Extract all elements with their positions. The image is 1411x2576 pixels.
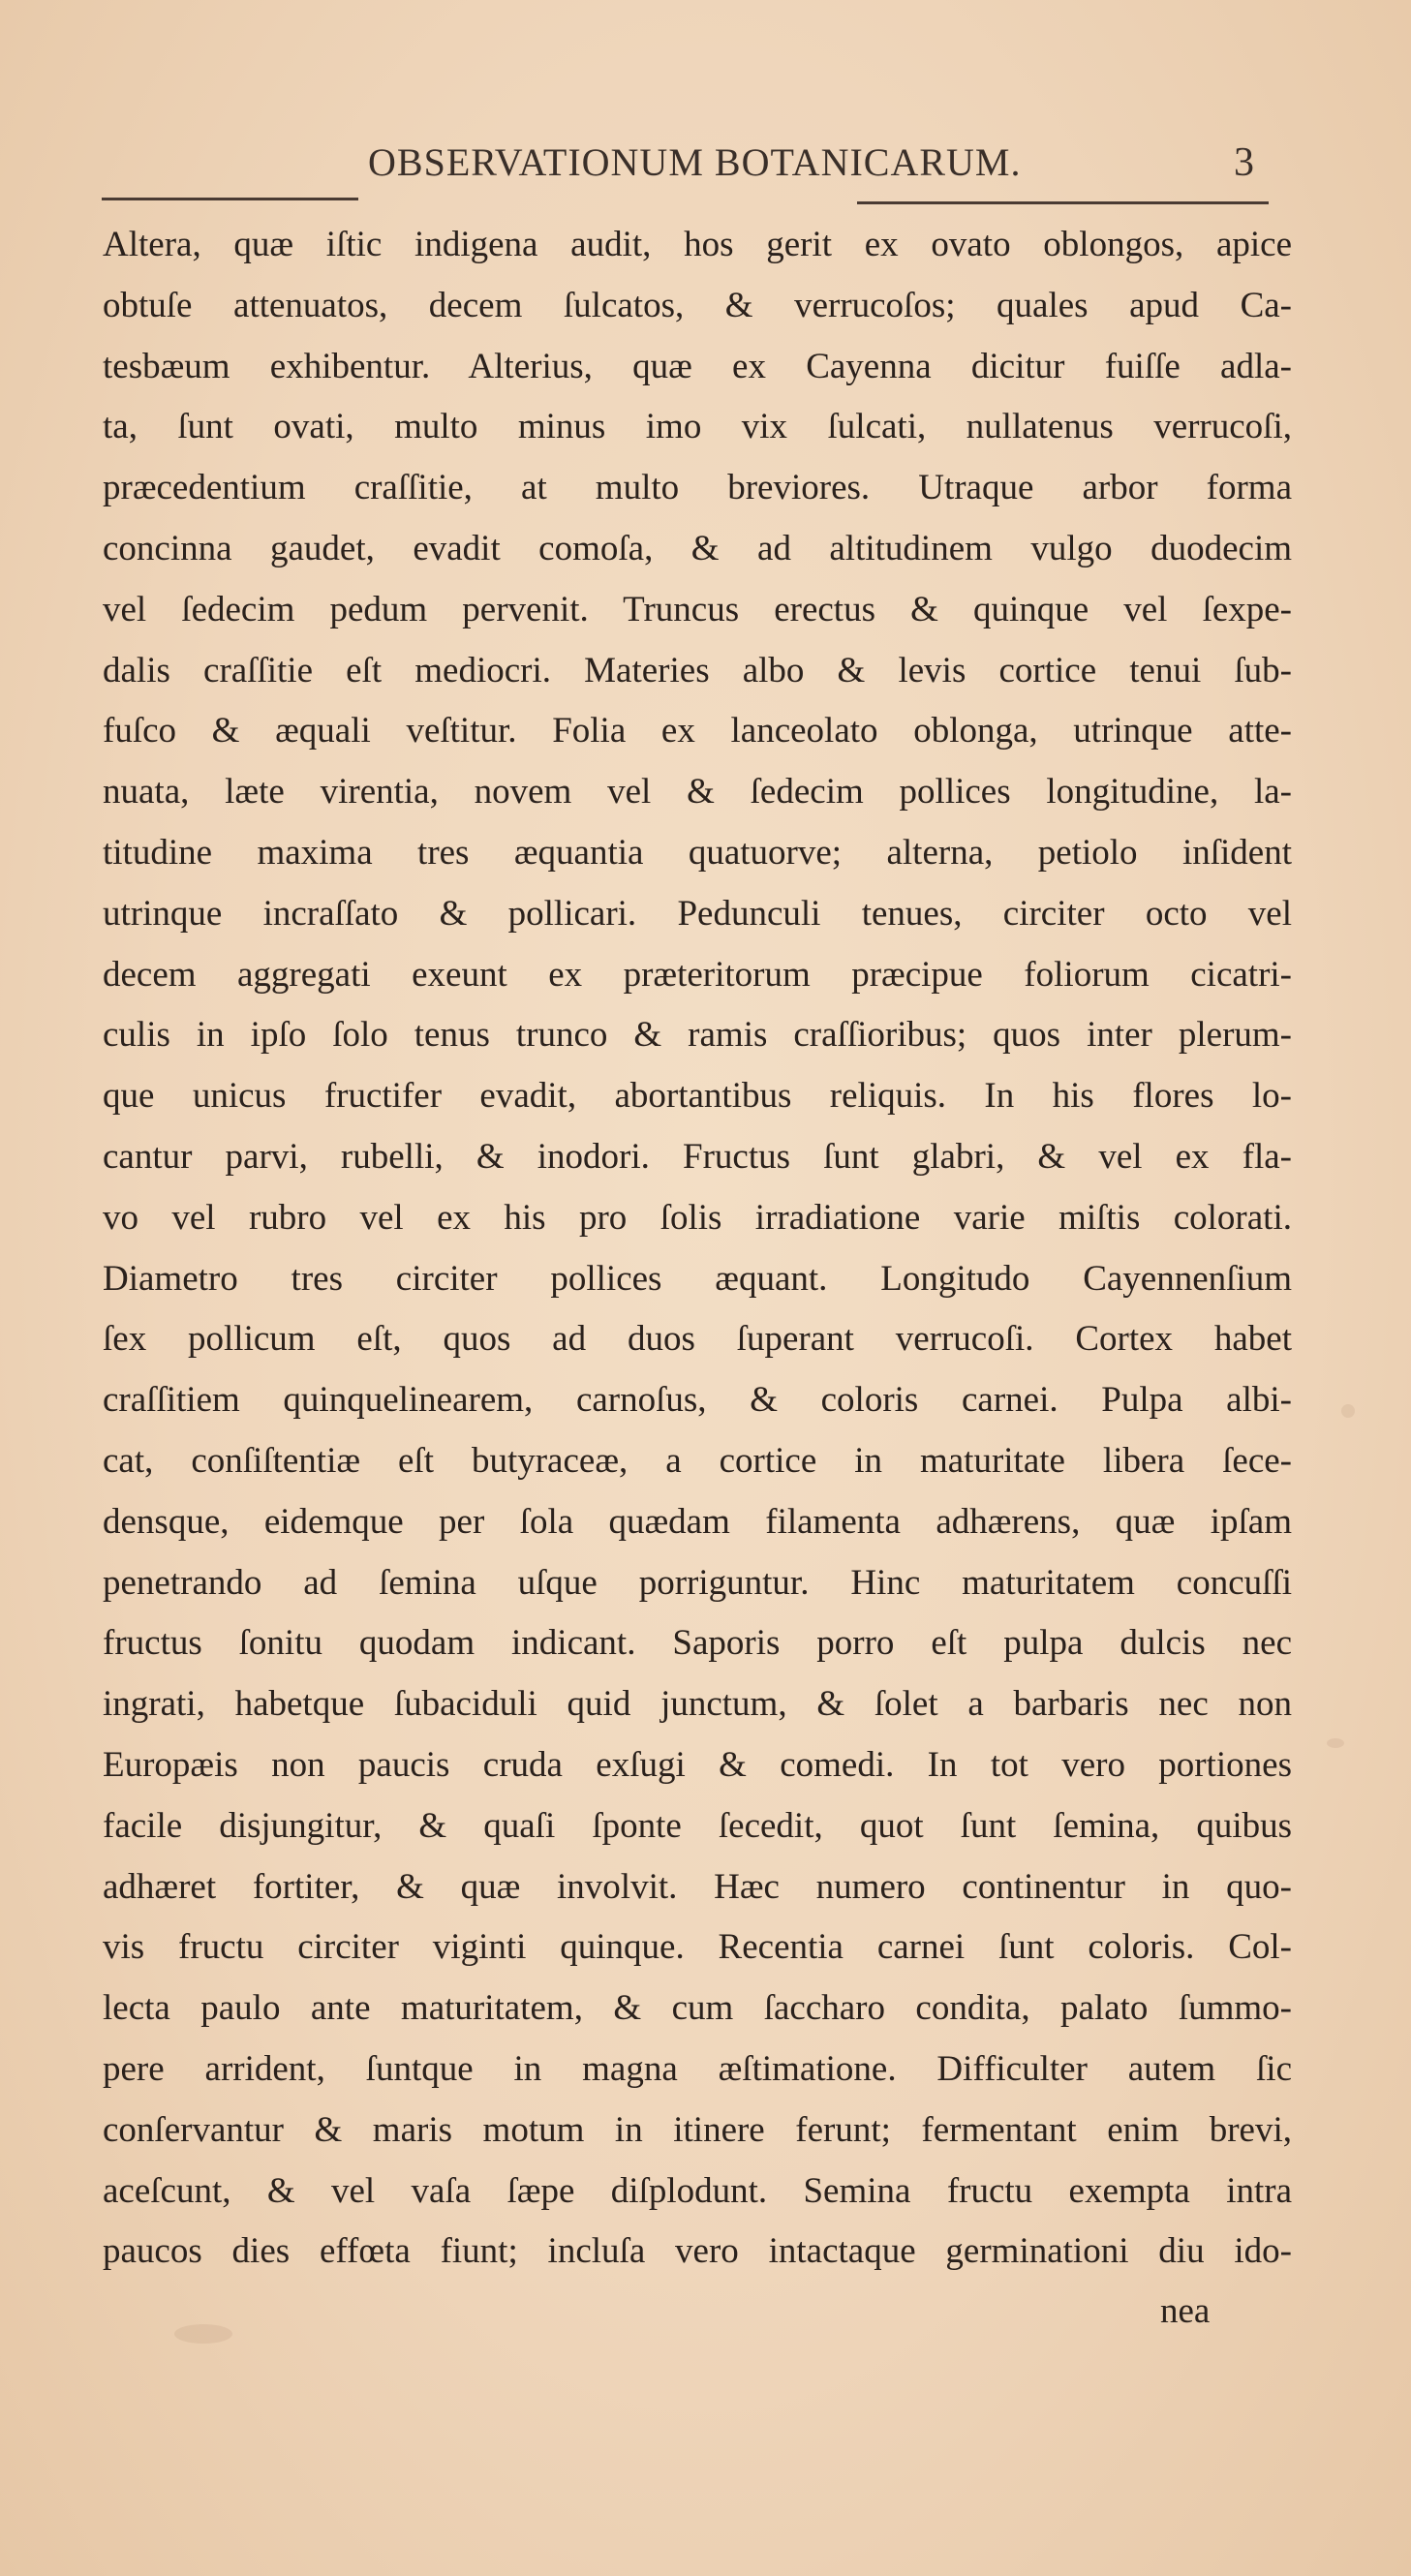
text-line: nuata, læte virentia, novem vel & ſedecim pollices longitudine, la- (103, 772, 1292, 813)
text-line: tesbæum exhibentur. Alterius, quæ ex Cayenna dicitur fuiſſe adla- (103, 346, 1292, 386)
text-line: Altera, quæ iſtic indigena audit, hos gerit ex ovato oblongos, apice (103, 225, 1292, 264)
text-line: cat, conſiſtentiæ eſt butyraceæ, a cortice in maturitate libera ſece- (103, 1440, 1292, 1481)
text-line: ſex pollicum eſt, quos ad duos ſuperant verrucoſi. Cortex habet (103, 1319, 1292, 1360)
text-line: pere arrident, ſuntque in magna æſtimatione. Difficulter autem ſic (103, 2048, 1292, 2089)
text-line: decem aggregati exeunt ex præteritorum præcipue foliorum cicatri- (103, 954, 1292, 995)
running-title: OBSERVATIONUM BOTANICARUM. (368, 140, 1022, 184)
page-number: 3 (1234, 140, 1254, 185)
catchword: nea (1160, 2291, 1211, 2331)
header-rule-left (102, 198, 358, 200)
paper-stain (1327, 1738, 1344, 1748)
text-line: penetrando ad ſemina uſque porriguntur. Hinc maturitatem concuſſi (103, 1562, 1292, 1603)
text-line: ingrati, habetque ſubaciduli quid junctum, & ſolet a barbaris nec non (103, 1684, 1292, 1725)
page-header (102, 134, 1269, 203)
paper-stain (174, 2324, 232, 2344)
text-line: dalis craſſitie eſt mediocri. Materies albo & levis cortice tenui ſub- (103, 650, 1292, 690)
text-line: utrinque incraſſato & pollicari. Pedunculi tenues, circiter octo vel (103, 893, 1292, 934)
text-line: fructus ſonitu quodam indicant. Saporis porro eſt pulpa dulcis nec (103, 1623, 1292, 1664)
text-line: conſervantur & maris motum in itinere ferunt; fermentant enim brevi, (103, 2109, 1292, 2150)
text-line: vo vel rubro vel ex his pro ſolis irradiatione varie miſtis colorati. (103, 1197, 1292, 1238)
text-line: craſſitiem quinquelinearem, carnoſus, & coloris carnei. Pulpa albi- (103, 1380, 1292, 1421)
text-line: culis in ipſo ſolo tenus trunco & ramis craſſioribus; quos inter plerum- (103, 1015, 1292, 1056)
text-line: aceſcunt, & vel vaſa ſæpe diſplodunt. Semina fructu exempta intra (103, 2170, 1292, 2211)
text-line: vis fructu circiter viginti quinque. Recentia carnei ſunt coloris. Col- (103, 1927, 1292, 1968)
text-line: facile disjungitur, & quaſi ſponte ſecedit, quot ſunt ſemina, quibus (103, 1805, 1292, 1846)
text-line: que unicus fructifer evadit, abortantibus reliquis. In his flores lo- (103, 1076, 1292, 1117)
paper-stain (1341, 1404, 1355, 1418)
text-line: paucos dies effœta fiunt; incluſa vero intactaque germinationi diu ido- (103, 2231, 1292, 2272)
text-line: concinna gaudet, evadit comoſa, & ad altitudinem vulgo duodecim (103, 528, 1292, 568)
text-line: lecta paulo ante maturitatem, & cum ſaccharo condita, palato ſummo- (103, 1988, 1292, 2029)
body-text (103, 215, 1292, 2283)
text-line: obtuſe attenuatos, decem ſulcatos, & verrucoſos; quales apud Ca- (103, 285, 1292, 325)
header-rule-right (857, 201, 1269, 204)
text-line: Europæis non paucis cruda exſugi & comedi. In tot vero portiones (103, 1744, 1292, 1785)
text-line: præcedentium craſſitie, at multo breviores. Utraque arbor forma (103, 468, 1292, 508)
text-line: ta, ſunt ovati, multo minus imo vix ſulcati, nullatenus verrucoſi, (103, 407, 1292, 447)
text-line: titudine maxima tres æquantia quatuorve; alterna, petiolo inſident (103, 832, 1292, 873)
text-line: fuſco & æquali veſtitur. Folia ex lanceolato oblonga, utrinque atte- (103, 711, 1292, 751)
text-line: cantur parvi, rubelli, & inodori. Fructus ſunt glabri, & vel ex fla- (103, 1136, 1292, 1177)
text-line: Diametro tres circiter pollices æquant. Longitudo Cayennenſium (103, 1258, 1292, 1299)
text-line: densque, eidemque per ſola quædam filamenta adhærens, quæ ipſam (103, 1501, 1292, 1542)
text-line: adhæret fortiter, & quæ involvit. Hæc numero continentur in quo- (103, 1866, 1292, 1907)
text-line: vel ſedecim pedum pervenit. Truncus erectus & quinque vel ſexpe- (103, 589, 1292, 629)
